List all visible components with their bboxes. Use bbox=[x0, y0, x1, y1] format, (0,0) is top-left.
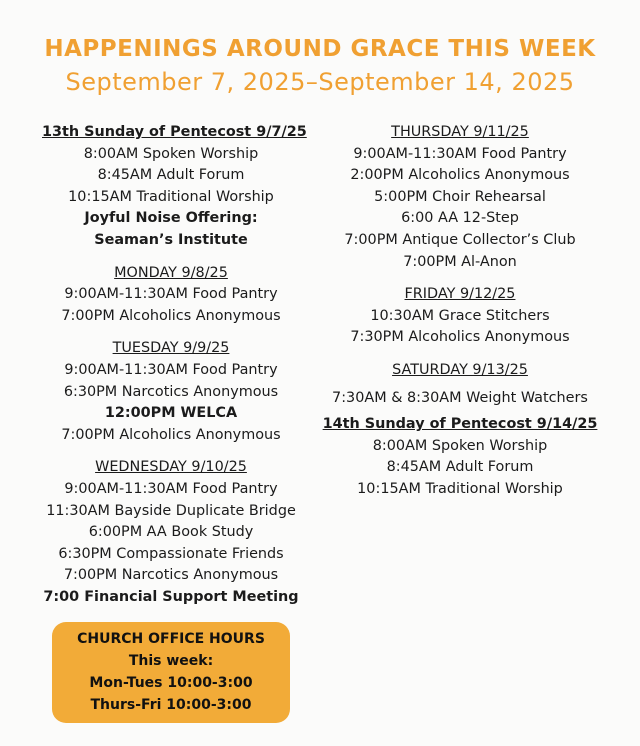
schedule-item: 6:00PM AA Book Study bbox=[88, 524, 254, 541]
schedule-item-bold: 12:00PM WELCA bbox=[104, 405, 238, 422]
offering-label: Joyful Noise Offering: bbox=[84, 210, 258, 227]
schedule-item: 7:00PM Antique Collector’s Club bbox=[344, 231, 576, 248]
schedule-item: 7:00PM Alcoholics Anonymous bbox=[61, 307, 281, 324]
office-hours-mon-tues: Mon-Tues 10:00-3:00 bbox=[89, 675, 253, 691]
tuesday-header: TUESDAY 9/9/25 bbox=[112, 340, 230, 357]
page-title: HAPPENINGS AROUND GRACE THIS WEEK bbox=[44, 36, 596, 62]
schedule-item: 8:45AM Adult Forum bbox=[97, 167, 245, 184]
sunday2-header: 14th Sunday of Pentecost 9/14/25 bbox=[322, 416, 598, 433]
schedule-item: 8:45AM Adult Forum bbox=[386, 459, 534, 476]
office-hours-this-week: This week: bbox=[128, 653, 214, 669]
schedule-item: 7:00PM Alcoholics Anonymous bbox=[61, 426, 281, 443]
schedule-item: 9:00AM-11:30AM Food Pantry bbox=[353, 145, 567, 162]
date-range: September 7, 2025–September 14, 2025 bbox=[65, 68, 575, 96]
office-hours-title: CHURCH OFFICE HOURS bbox=[77, 631, 265, 647]
schedule-item: 9:00AM-11:30AM Food Pantry bbox=[64, 286, 278, 303]
office-hours-box bbox=[52, 622, 290, 723]
wednesday-header: WEDNESDAY 9/10/25 bbox=[95, 459, 247, 476]
schedule-item: 10:15AM Traditional Worship bbox=[357, 480, 563, 497]
schedule-item: 5:00PM Choir Rehearsal bbox=[374, 188, 546, 205]
schedule-item: 7:00PM Narcotics Anonymous bbox=[63, 567, 279, 584]
schedule-item: 2:00PM Alcoholics Anonymous bbox=[350, 167, 570, 184]
friday-header: FRIDAY 9/12/25 bbox=[404, 286, 516, 303]
schedule-item: 9:00AM-11:30AM Food Pantry bbox=[64, 480, 278, 497]
schedule-item: 7:30AM & 8:30AM Weight Watchers bbox=[332, 389, 588, 406]
schedule-item: 6:30PM Compassionate Friends bbox=[58, 545, 284, 562]
sunday-header: 13th Sunday of Pentecost 9/7/25 bbox=[42, 124, 307, 140]
schedule-item: 7:30PM Alcoholics Anonymous bbox=[350, 329, 570, 346]
schedule-item: 6:30PM Narcotics Anonymous bbox=[63, 383, 279, 400]
schedule-item: 6:00 AA 12-Step bbox=[401, 210, 519, 227]
schedule-item-bold: 7:00 Financial Support Meeting bbox=[43, 588, 299, 605]
monday-header: MONDAY 9/8/25 bbox=[114, 264, 228, 281]
schedule-item: 8:00AM Spoken Worship bbox=[83, 145, 259, 162]
schedule-item: 7:00PM Al-Anon bbox=[403, 253, 517, 270]
schedule-item: 10:30AM Grace Stitchers bbox=[370, 307, 550, 324]
offering-recipient: Seaman’s Institute bbox=[94, 231, 248, 248]
office-hours-thurs-fri: Thurs-Fri 10:00-3:00 bbox=[90, 697, 252, 713]
schedule-item: 9:00AM-11:30AM Food Pantry bbox=[64, 361, 278, 378]
saturday-header: SATURDAY 9/13/25 bbox=[392, 361, 528, 378]
right-column bbox=[322, 122, 598, 501]
schedule-item: 8:00AM Spoken Worship bbox=[372, 437, 548, 454]
schedule-item: 10:15AM Traditional Worship bbox=[68, 188, 274, 205]
thursday-header: THURSDAY 9/11/25 bbox=[391, 124, 529, 140]
schedule-item: 11:30AM Bayside Duplicate Bridge bbox=[46, 502, 296, 519]
left-column bbox=[42, 122, 307, 608]
